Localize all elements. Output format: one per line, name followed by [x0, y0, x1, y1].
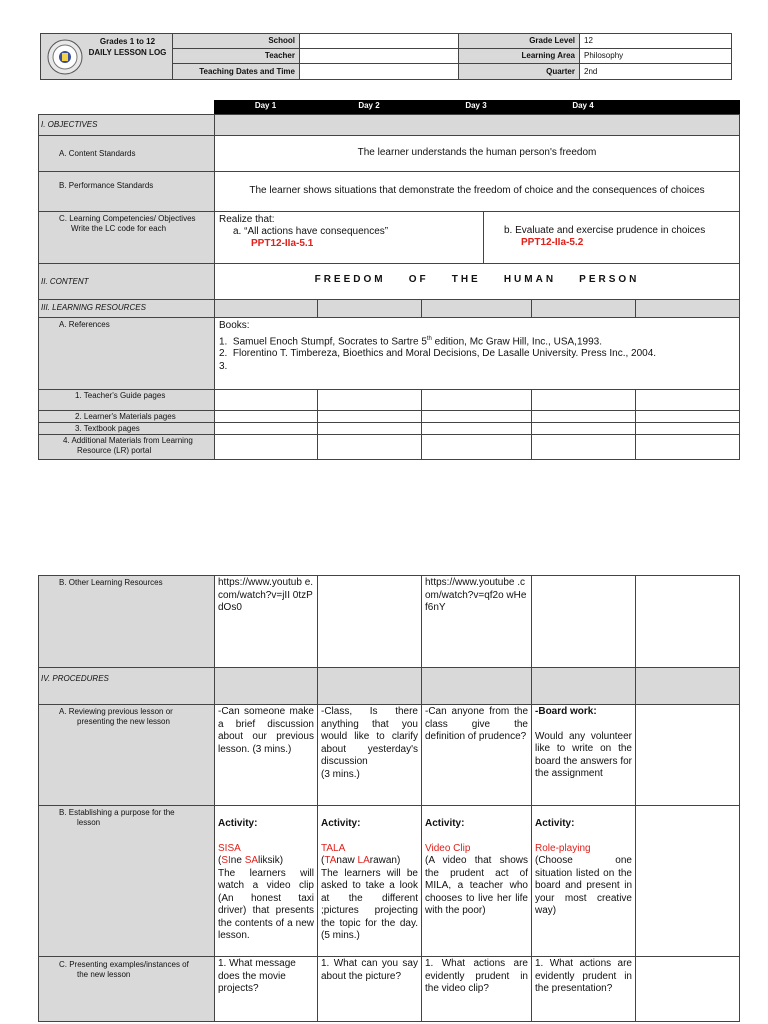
- procedure-c-day3: 1. What actions are evidently prudent in the video clip?: [421, 956, 532, 1022]
- procedure-b-day3: Activity: Video Clip (A video that shows the prudent act of MILA, a teacher who chooses to live her life with the poor): [421, 805, 532, 957]
- procedure-b-label: B. Establishing a purpose for the lesson: [38, 805, 215, 957]
- teacher-label: Teacher: [172, 48, 300, 64]
- resource-cell[interactable]: [635, 434, 740, 460]
- resource-cell[interactable]: [531, 389, 636, 411]
- textbook-label: 3. Textbook pages: [38, 422, 215, 435]
- procedure-a-day2: -Class, Is there anything that you would like to clarify about yesterday's discussion (3 mins.): [317, 704, 422, 806]
- procedure-b-extra[interactable]: [635, 805, 740, 957]
- day-3-header: Day 3: [465, 101, 487, 110]
- content-section-label: II. CONTENT: [38, 263, 215, 300]
- resource-cell[interactable]: [214, 434, 318, 460]
- competency-b-cell: [483, 211, 740, 264]
- resources-day1-bar: [214, 299, 318, 318]
- other-resources-day2[interactable]: [317, 575, 422, 668]
- competency-a-code: PPT12-IIa-5.1: [251, 238, 314, 249]
- procedures-extra-bar: [635, 667, 740, 705]
- resources-day3-bar: [421, 299, 532, 318]
- other-resources-label: B. Other Learning Resources: [38, 575, 215, 668]
- log-title: DAILY LESSON LOG: [88, 48, 167, 57]
- other-resources-day1[interactable]: https://www.youtub e.com/watch?v=jII 0tzPdOs0: [214, 575, 318, 668]
- procedure-a-day1: -Can someone make a brief discussion about our previous lesson. (3 mins.): [214, 704, 318, 806]
- resource-cell[interactable]: [421, 389, 532, 411]
- grades-label: Grades 1 to 12: [99, 37, 156, 46]
- other-resources-day4[interactable]: [531, 575, 636, 668]
- tala-expansion: (TAnaw LArawan): [321, 855, 401, 866]
- other-resources-extra[interactable]: [635, 575, 740, 668]
- procedure-a-day4: -Board work: Would any volunteer like to write on the board the answers for the assignment: [531, 704, 636, 806]
- references-label: A. References: [38, 317, 215, 390]
- quarter-label: Quarter: [458, 63, 580, 80]
- procedure-c-day2: 1. What can you say about the picture?: [317, 956, 422, 1022]
- references-cell: [214, 317, 740, 390]
- quarter-value[interactable]: 2nd: [579, 63, 732, 80]
- board-work-title: -Board work:: [535, 706, 597, 717]
- resource-cell[interactable]: [214, 389, 318, 411]
- competencies-label: [38, 211, 215, 264]
- resource-cell[interactable]: [635, 389, 740, 411]
- books-label: Books:: [219, 320, 250, 331]
- school-value[interactable]: [299, 33, 459, 49]
- dates-label: Teaching Dates and Time: [172, 63, 300, 80]
- procedures-section-label: IV. PROCEDURES: [38, 667, 215, 705]
- competency-a-prefix: a.: [233, 226, 242, 237]
- content-standards-label: A. Content Standards: [38, 135, 215, 172]
- competency-b-code: PPT12-IIa-5.2: [521, 237, 584, 248]
- learning-area-value[interactable]: Philosophy: [579, 48, 732, 64]
- performance-standards-text: The learner shows situations that demonstrate the freedom of choice and the consequences of choices: [214, 171, 740, 212]
- deped-seal-icon: [46, 38, 84, 76]
- procedures-day2-bar: [317, 667, 422, 705]
- dates-value[interactable]: [299, 63, 459, 80]
- procedures-day1-bar: [214, 667, 318, 705]
- reference-item-1: 1. Samuel Enoch Stumpf, Socrates to Sartre 5th edition, Mc Graw Hill, Inc., USA,1993.: [219, 335, 602, 347]
- resource-cell[interactable]: [317, 434, 422, 460]
- procedure-c-label: C. Presenting examples/instances of the new lesson: [38, 956, 215, 1022]
- resources-section-label: III. LEARNING RESOURCES: [38, 299, 215, 318]
- procedure-b-day4: Activity: Role-playing (Choose one situation listed on the board and present in your most creative way): [531, 805, 636, 957]
- procedure-c-day4: 1. What actions are evidently prudent in the presentation?: [531, 956, 636, 1022]
- header-logo-cell: [40, 33, 173, 80]
- reference-item-3: 3.: [219, 360, 228, 372]
- grade-level-value[interactable]: 12: [579, 33, 732, 49]
- day-4-header: Day 4: [572, 101, 594, 110]
- objectives-section-label: I. OBJECTIVES: [38, 114, 215, 136]
- resources-extra-bar: [635, 299, 740, 318]
- realize-text: Realize that:: [219, 214, 275, 225]
- resources-day4-bar: [531, 299, 636, 318]
- resources-day2-bar: [317, 299, 422, 318]
- teachers-guide-label: 1. Teacher's Guide pages: [38, 389, 215, 411]
- competencies-label-line1: C. Learning Competencies/ Objectives: [59, 214, 196, 223]
- competency-b-text: Evaluate and exercise prudence in choices: [515, 225, 706, 236]
- procedure-c-day1: 1. What message does the movie projects?: [214, 956, 318, 1022]
- resource-cell[interactable]: [317, 389, 422, 411]
- day-1-header: Day 1: [254, 101, 277, 110]
- performance-standards-label: B. Performance Standards: [38, 171, 215, 212]
- grade-level-label: Grade Level: [458, 33, 580, 49]
- sisa-expansion: (SIne SAliksik): [218, 855, 284, 866]
- resource-cell[interactable]: [531, 434, 636, 460]
- other-resources-day3[interactable]: https://www.youtube .com/watch?v=qf2o wHef6nY: [421, 575, 532, 668]
- procedures-day3-bar: [421, 667, 532, 705]
- competency-a-text: “All actions have consequences”: [244, 226, 389, 237]
- competency-b-prefix: b.: [504, 225, 513, 236]
- content-standards-text: The learner understands the human person's freedom: [214, 135, 740, 172]
- content-title: FREEDOM OF THE HUMAN PERSON: [214, 263, 740, 300]
- procedure-b-day1: Activity: SISA (SIne SAliksik) The learners will watch a video clip (An honest taxi driver) that presents the contents of a new lesson.: [214, 805, 318, 957]
- teacher-value[interactable]: [299, 48, 459, 64]
- competency-a-cell: [214, 211, 484, 264]
- learners-materials-label: 2. Learner's Materials pages: [38, 410, 215, 423]
- procedure-a-extra[interactable]: [635, 704, 740, 806]
- procedures-day4-bar: [531, 667, 636, 705]
- procedure-a-label: A. Reviewing previous lesson or presenting the new lesson: [38, 704, 215, 806]
- resource-cell[interactable]: [421, 434, 532, 460]
- objectives-section-bar: [214, 114, 740, 136]
- reference-item-2: 2. Florentino T. Timbereza, Bioethics and Moral Decisions, De Lasalle University. Press Inc., 2004.: [219, 348, 657, 360]
- additional-materials-label: 4. Additional Materials from Learning Resource (LR) portal: [38, 434, 215, 460]
- learning-area-label: Learning Area: [458, 48, 580, 64]
- school-label: School: [172, 33, 300, 49]
- day-2-header: Day 2: [358, 101, 380, 110]
- competencies-label-line2: Write the LC code for each: [71, 224, 167, 233]
- procedure-a-day3: -Can anyone from the class give the definition of prudence?: [421, 704, 532, 806]
- procedure-b-day2: Activity: TALA (TAnaw LArawan) The learners will be asked to take a look at the different ;pictures projecting the topic for the day. (5 mins.): [317, 805, 422, 957]
- procedure-c-extra[interactable]: [635, 956, 740, 1022]
